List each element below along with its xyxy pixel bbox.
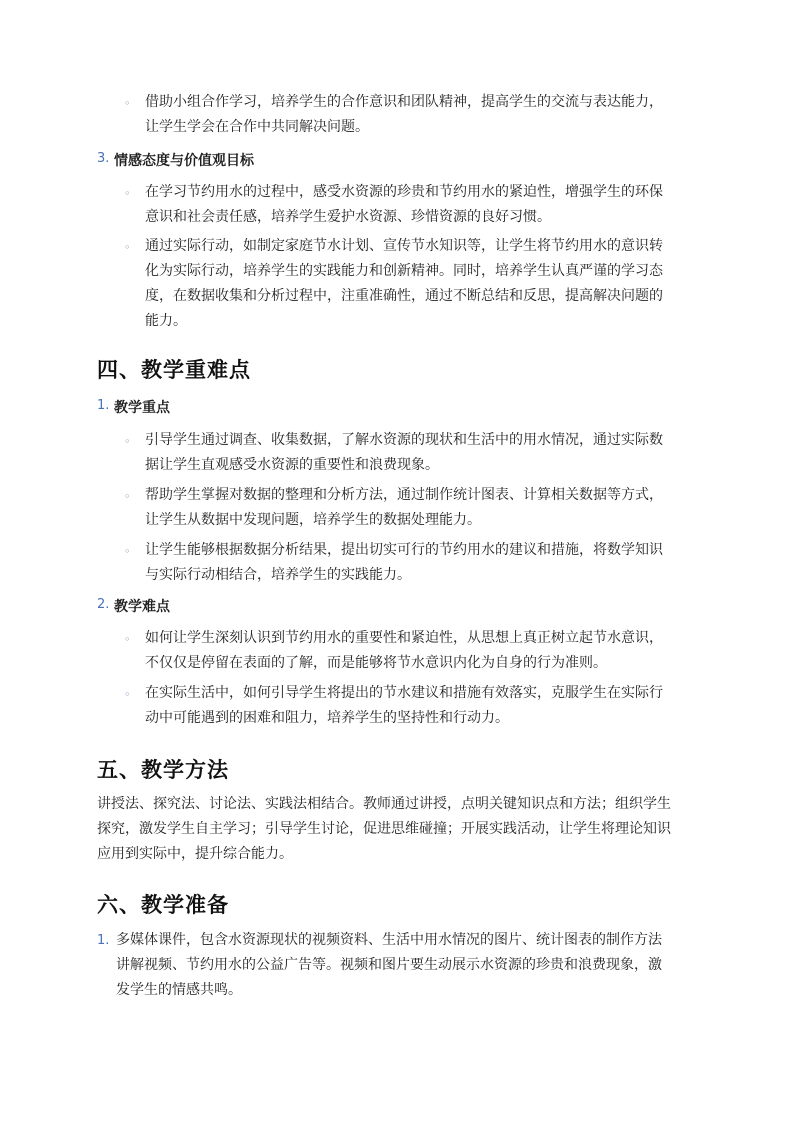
bullet-text-line: 在学习节约用水的过程中，感受水资源的珍贵和节约用水的紧迫性，增强学生的环保: [145, 184, 663, 200]
bullet-text-line: 不仅仅是停留在表面的了解，而是能够将节水意识内化为自身的行为准则。: [145, 655, 607, 671]
bullet-text-line: 能力。: [145, 313, 187, 329]
bullet-marker: ◦: [124, 187, 131, 200]
bullet-text-line: 化为实际行动，培养学生的实践能力和创新精神。同时，培养学生认真严谨的学习态: [145, 263, 663, 279]
section-heading: 六、教学准备: [97, 893, 229, 917]
section-heading: 四、教学重难点: [97, 358, 251, 382]
bullet-text-line: 如何让学生深刻认识到节约用水的重要性和紧迫性，从思想上真正树立起节水意识，: [145, 630, 663, 646]
bullet-text-line: 与实际行动相结合，培养学生的实践能力。: [145, 567, 411, 583]
list-number: 1.: [97, 933, 110, 948]
bullet-text-line: 在实际生活中，如何引导学生将提出的节水建议和措施有效落实，克服学生在实际行: [145, 685, 663, 701]
bullet-marker: ◦: [124, 435, 131, 448]
bullet-text-line: 让学生能够根据数据分析结果，提出切实可行的节约用水的建议和措施，将数学知识: [145, 542, 663, 558]
item-title: 教学重点: [114, 400, 170, 416]
bullet-text-line: 据让学生直观感受水资源的重要性和浪费现象。: [145, 457, 439, 473]
bullet-marker: ◦: [124, 241, 131, 254]
bullet-marker: ◦: [124, 688, 131, 701]
bullet-text-line: 意识和社会责任感，培养学生爱护水资源、珍惜资源的良好习惯。: [145, 209, 551, 225]
bullet-marker: ◦: [124, 97, 131, 110]
bullet-text-line: 帮助学生掌握对数据的整理和分析方法，通过制作统计图表、计算相关数据等方式，: [145, 487, 663, 503]
bullet-text-line: 通过实际行动，如制定家庭节水计划、宣传节水知识等，让学生将节约用水的意识转: [145, 238, 663, 254]
bullet-text-line: 让学生学会在合作中共同解决问题。: [145, 119, 369, 135]
bullet-marker: ◦: [124, 633, 131, 646]
list-number: 1.: [97, 398, 110, 413]
list-text-line: 讲解视频、节约用水的公益广告等。视频和图片要生动展示水资源的珍贵和浪费现象，激: [116, 957, 662, 973]
section-heading: 五、教学方法: [97, 758, 229, 782]
bullet-marker: ◦: [124, 490, 131, 503]
objective-title: 情感态度与价值观目标: [114, 153, 254, 169]
list-text-line: 多媒体课件，包含水资源现状的视频资料、生活中用水情况的图片、统计图表的制作方法: [116, 932, 662, 948]
paragraph-line: 应用到实际中，提升综合能力。: [97, 846, 293, 862]
bullet-text-line: 动中可能遇到的困难和阻力，培养学生的坚持性和行动力。: [145, 710, 509, 726]
bullet-marker: ◦: [124, 545, 131, 558]
bullet-text-line: 度，在数据收集和分析过程中，注重准确性，通过不断总结和反思，提高解决问题的: [145, 288, 663, 304]
bullet-text-line: 让学生从数据中发现问题，培养学生的数据处理能力。: [145, 512, 481, 528]
list-number: 2.: [97, 597, 110, 612]
bullet-text-line: 借助小组合作学习，培养学生的合作意识和团队精神，提高学生的交流与表达能力，: [145, 94, 663, 110]
list-text-line: 发学生的情感共鸣。: [116, 982, 242, 998]
paragraph-line: 讲授法、探究法、讨论法、实践法相结合。教师通过讲授，点明关键知识点和方法；组织学生: [97, 796, 671, 812]
paragraph-line: 探究，激发学生自主学习；引导学生讨论，促进思维碰撞；开展实践活动，让学生将理论知识: [97, 821, 671, 837]
item-title: 教学难点: [114, 599, 170, 615]
bullet-text-line: 引导学生通过调查、收集数据，了解水资源的现状和生活中的用水情况，通过实际数: [145, 432, 663, 448]
list-number: 3.: [97, 151, 110, 166]
